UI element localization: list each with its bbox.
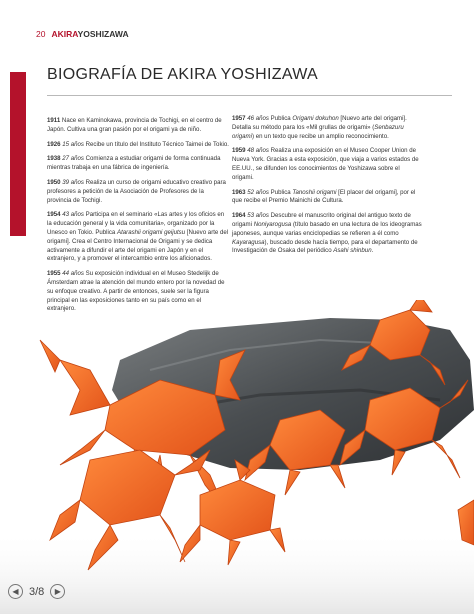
- brand-second: YOSHIZAWA: [77, 29, 129, 39]
- entry-year: 1950: [47, 178, 61, 186]
- timeline-entry: [232, 189, 422, 207]
- entry-year: 1938: [47, 155, 61, 163]
- timeline-entry: [232, 115, 422, 141]
- title-rule: [47, 95, 452, 96]
- entry-text: Asahi shinbun: [333, 247, 372, 255]
- entry-age: 44 años: [60, 270, 84, 278]
- entry-text: ) en un texto que recibe un amplio reconocimiento.: [251, 132, 389, 140]
- entry-text: Tanoshii origami: [292, 188, 337, 196]
- entry-age: 43 años: [60, 211, 84, 219]
- entry-text: .: [371, 247, 374, 255]
- entry-text: Publica: [268, 188, 293, 196]
- entry-text: Noniyarogusa: [253, 220, 292, 228]
- page-number: 20: [36, 29, 46, 39]
- entry-text: Atarashii origami geijutsu: [117, 228, 186, 236]
- page-counter: 3/8: [29, 585, 45, 598]
- timeline-entry: [232, 147, 422, 182]
- entry-age: 15 años: [60, 140, 84, 148]
- page-navigation: [8, 584, 65, 599]
- entry-text: Origami dokuhon: [292, 115, 339, 122]
- next-arrow-icon[interactable]: ▶: [50, 584, 65, 599]
- entry-text: Nace en Kaminokawa, provincia de Tochigi, en el centro de Japón. Cultiva una gran pasión por el origami ya de niño.: [47, 117, 222, 133]
- running-header: [36, 29, 129, 39]
- timeline-entry: [47, 179, 229, 205]
- origami-crabs-photo: [0, 300, 474, 614]
- entry-text: Recibe un título del Instituto Técnico Taimei de Tokio.: [83, 140, 229, 148]
- entry-text: [Nuevo arte del origami]. Crea el Centro Internacional de Origami y se dedica activamente a difundir el arte del origami en Japón y en el extranjero, y a promover el intercambio entre los aficionados.: [47, 228, 229, 263]
- entry-text: Participa en el seminario «Las artes y los oficios en la educación general y la vida comunitaria», organizado por la Unesco en Tokio. Publica: [47, 211, 225, 236]
- entry-year: 1911: [47, 117, 61, 124]
- entry-text: Realiza una exposición en el Museo Cooper Union de Nueva York. Gracias a esta exposición, que viaja a varios estados de EE.UU., se difunden los conocimientos de Yoshizawa sobre el origami.: [232, 147, 419, 181]
- entry-text: [Nuevo arte del origami]. Detalla su método para los «Mil grullas de origami» (: [232, 115, 407, 131]
- entry-text: Realiza un curso de origami educativo creativo para profesores a petición de la Asociación de Profesores de la provincia de Tochigi.: [47, 178, 226, 204]
- brand-first: AKIRA: [51, 29, 78, 39]
- accent-bar: [10, 72, 26, 236]
- entry-age: 53 años: [245, 212, 269, 220]
- entry-age: 39 años: [60, 178, 84, 186]
- timeline-entry: [232, 212, 422, 256]
- entry-text: Comienza a estudiar origami de forma continuada mientras trabaja en una fábrica de ingeniería.: [47, 155, 221, 172]
- entry-age: 52 años: [245, 188, 269, 196]
- entry-age: 46 años: [245, 115, 269, 122]
- entry-year: 1964: [232, 212, 246, 220]
- timeline-entry: [47, 117, 229, 135]
- biography-left-column: [47, 117, 229, 320]
- timeline-entry: [47, 155, 229, 173]
- entry-year: 1959: [232, 147, 246, 155]
- entry-text: Senbazuru origami: [232, 123, 404, 140]
- entry-text: Descubre el manuscrito original del antiguo texto de origami: [232, 212, 411, 228]
- entry-age: 48 años: [245, 147, 269, 155]
- entry-text: ), buscado desde hacía tiempo, para el departamento de Investigación de Osaka del periódico: [232, 238, 418, 255]
- entry-year: 1963: [232, 188, 246, 196]
- entry-text: [El placer del origami], por el que recibe el Premio Mainichi de Cultura.: [232, 188, 416, 205]
- timeline-entry: [47, 141, 229, 150]
- entry-year: 1957: [232, 115, 246, 122]
- entry-year: 1955: [47, 270, 61, 278]
- biography-right-column: [232, 115, 422, 262]
- entry-age: 27 años: [60, 155, 84, 163]
- entry-year: 1926: [47, 140, 61, 148]
- prev-arrow-icon[interactable]: ◀: [8, 584, 23, 599]
- timeline-entry: [47, 211, 229, 264]
- entry-text: Su exposición individual en el Museo Stedelijk de Ámsterdam atrae la atención del mundo entero por la novedad de su enfoque creativo. A partir de entonces, suele ser la figura principal en las exposiciones tanto en su país como en el extranjero.: [47, 270, 225, 313]
- entry-text: Publica: [268, 115, 293, 122]
- entry-text: Kayaragusa: [232, 238, 265, 246]
- page-title: BIOGRAFÍA DE AKIRA YOSHIZAWA: [47, 66, 318, 83]
- entry-year: 1954: [47, 211, 61, 219]
- entry-text: (título basado en una lectura de los ideogramas japoneses, aunque varias enciclopedias se refieren a él como: [232, 220, 422, 237]
